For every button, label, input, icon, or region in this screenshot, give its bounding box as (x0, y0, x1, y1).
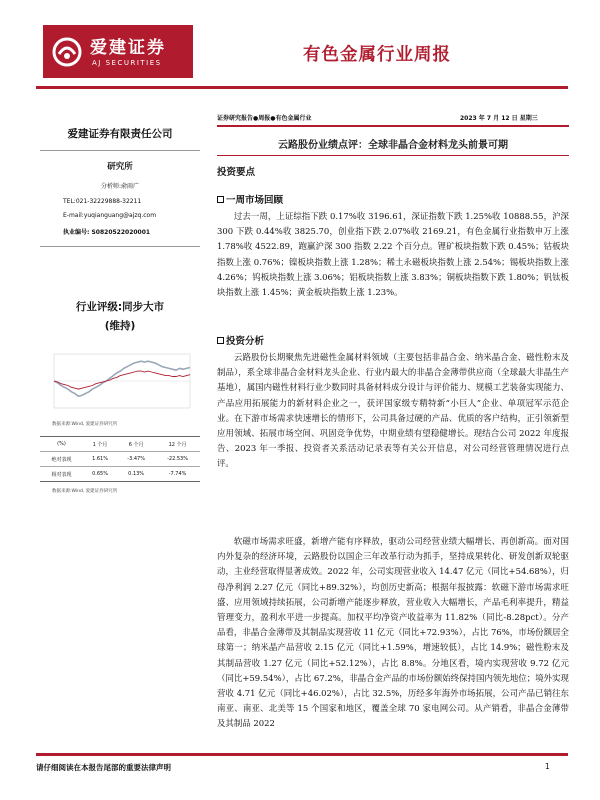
analyst-tel: TEL:021-32229888-32211 (63, 198, 142, 205)
table-header-cell: 12 个月 (155, 437, 200, 452)
analyst-cert: 执业编号: S0820522020001 (63, 229, 151, 236)
header-rule (36, 86, 568, 89)
logo-cn-text: 爱建证券 (90, 38, 166, 58)
left-divider (40, 246, 200, 247)
section-title-investment-analysis: 投资分析 (217, 333, 264, 347)
market-review-paragraph: 过去一周，上证综指下跌 0.17%收 3196.61，深证指数下跌 1.25%收 10888.55，沪深 300 下跌 0.44%收 3825.70，创业指下跌 2.07%收 2169.21，有色金属行业指数申万上涨 1.78%收 4522.89，跑赢沪深 300 指数 2.22 个百分点。锂矿板块指数下跌 0.45%；钴板块指数上涨 0.76%；镍板块指数上涨 1.28%；稀土永磁板块指数上涨 2.54%；锡板块指数上涨 4.26%；钨板块指数上涨 3.06%；铝板块指数上涨 3.83%；铜板块指数下跌 1.80%；钒钛板块指数上涨 1.45%；黄金板块指数上涨 1.23%。 (217, 211, 569, 298)
right-divider (217, 155, 569, 156)
footer-disclaimer[interactable]: 请仔细阅读在本报告尾部的重要法律声明 (36, 763, 171, 772)
key-points-heading: 投资要点 (217, 167, 256, 178)
logo-en-text: AJ SECURITIES (92, 59, 162, 67)
performance-chart (40, 348, 200, 416)
report-date: 2023 年 7 月 12 日 星期三 (460, 115, 538, 122)
table-cell: 1.61% (83, 452, 117, 467)
table-header-cell: (%) (40, 437, 83, 452)
logo (43, 25, 193, 78)
table-cell: 绝对表现 (40, 452, 83, 467)
analyst-name: 分析师:俞雨广 (100, 183, 140, 190)
table-cell: 0.13% (117, 467, 155, 482)
performance-table (40, 436, 200, 482)
logo-mark-icon (52, 37, 82, 67)
table-row (40, 467, 200, 482)
right-divider (217, 125, 569, 127)
table-cell: 0.65% (83, 467, 117, 482)
table-header-cell: 1 个月 (83, 437, 117, 452)
rating-text: 行业评级:同步大市 (75, 301, 165, 313)
page-number: 1 (545, 762, 550, 771)
report-tags: 证券研究报告●周报●有色金属行业 (217, 115, 312, 122)
table-cell: -3.47% (117, 452, 155, 467)
analysis-paragraph-1: 云路股份长期聚焦先进磁性金属材料领域（主要包括非晶合金、纳米晶合金、磁性粉末及制品），系全球非晶合金材料龙头企业、行业内最大的非晶合金薄带供应商（全球最大非晶生产基地），属国内磁性材料行业少数同时具备材料成分设计与评价能力、规模工艺装备实现能力、产品应用拓展能力的新材料企业之一，获评国家级专精特新“小巨人”企业、单项冠军示范企业。在下游市场需求快速增长的情形下，公司具备过硬的产品、优质的客户结构，正引领新型应用领域、拓展市场空间、巩固竞争优势，中期业绩有望稳健增长。现结合公司 2022 年度报告、2023 年一季报、投资者关系活动记录表等有关公开信息，对公司经营管理情况进行点评。 (217, 352, 569, 469)
headline: 云路股份业绩点评：全球非晶合金材料龙头前景可期 (278, 140, 508, 151)
table-row (40, 452, 200, 467)
table-row (40, 437, 200, 452)
table-cell: -7.74% (155, 467, 200, 482)
analyst-email[interactable]: E-mail:yuqianguang@ajzq.com (63, 212, 157, 219)
footer-rule (36, 753, 568, 756)
chart-series-line-1 (54, 361, 190, 396)
company-name: 爱建证券有限责任公司 (67, 128, 173, 140)
department: 研究所 (107, 162, 133, 172)
report-title: 有色金属行业周报 (303, 45, 451, 65)
section-title-market-review: 一周市场回顾 (217, 192, 283, 206)
table-cell: 相对表现 (40, 467, 83, 482)
table-header-cell: 6 个月 (117, 437, 155, 452)
checkbox-square-icon (217, 196, 224, 203)
chart-source: 数据来源:Wind, 爱建证券研究所 (52, 422, 118, 427)
rating-maintain: (维持) (104, 320, 136, 332)
analysis-paragraph-2: 软磁市场需求旺盛，新增产能有序释放，驱动公司经营业绩大幅增长、再创新高。面对国内外复杂的经济环境，云路股份以国企三年改革行动为抓手，坚持成果转化、研发创新双轮驱动，主业经营取得显著成效。2022 年，公司实现营业收入 14.47 亿元（同比+54.68%），归母净利润 2.27 亿元（同比+89.32%），均创历史新高；根据年报披露：软磁下游市场需求旺盛、应用领域持续拓展，公司新增产能逐步释放，营业收入大幅增长，产品毛利率提升，精益管理变力，盈利水平进一步提高。加权平均净资产收益率为 11.82%（同比-8.28pct）。分产品看，非晶合金薄带及其制品实现营收 11 亿元（同比+72.93%），占比 76%，市场份额居全球第一；纳米晶产品营收 2.15 亿元（同比+1.59%，增速较低），占比 14.9%；磁性粉末及其制品营收 1.27 亿元（同比+52.12%），占比 8.8%。分地区看，境内实现营收 9.72 亿元（同比+59.54%），占比 67.2%，非晶合金产品的市场份额始终保持国内领先地位；境外实现营收 4.71 亿元（同比+46.02%），占比 32.5%，历经多年海外市场拓展，公司产品已销往东南亚、南亚、北美等 15 个国家和地区，覆盖全球 70 家电网公司。从产销看，非晶合金薄带及其制品 2022 (217, 536, 569, 729)
left-divider (40, 150, 200, 151)
table-source: 数据来源:Wind, 爱建证券研究所 (52, 489, 118, 494)
checkbox-square-icon (217, 337, 224, 344)
industry-rating (40, 296, 200, 344)
chart-series-line-2 (54, 371, 190, 389)
table-cell: -22.53% (155, 452, 200, 467)
